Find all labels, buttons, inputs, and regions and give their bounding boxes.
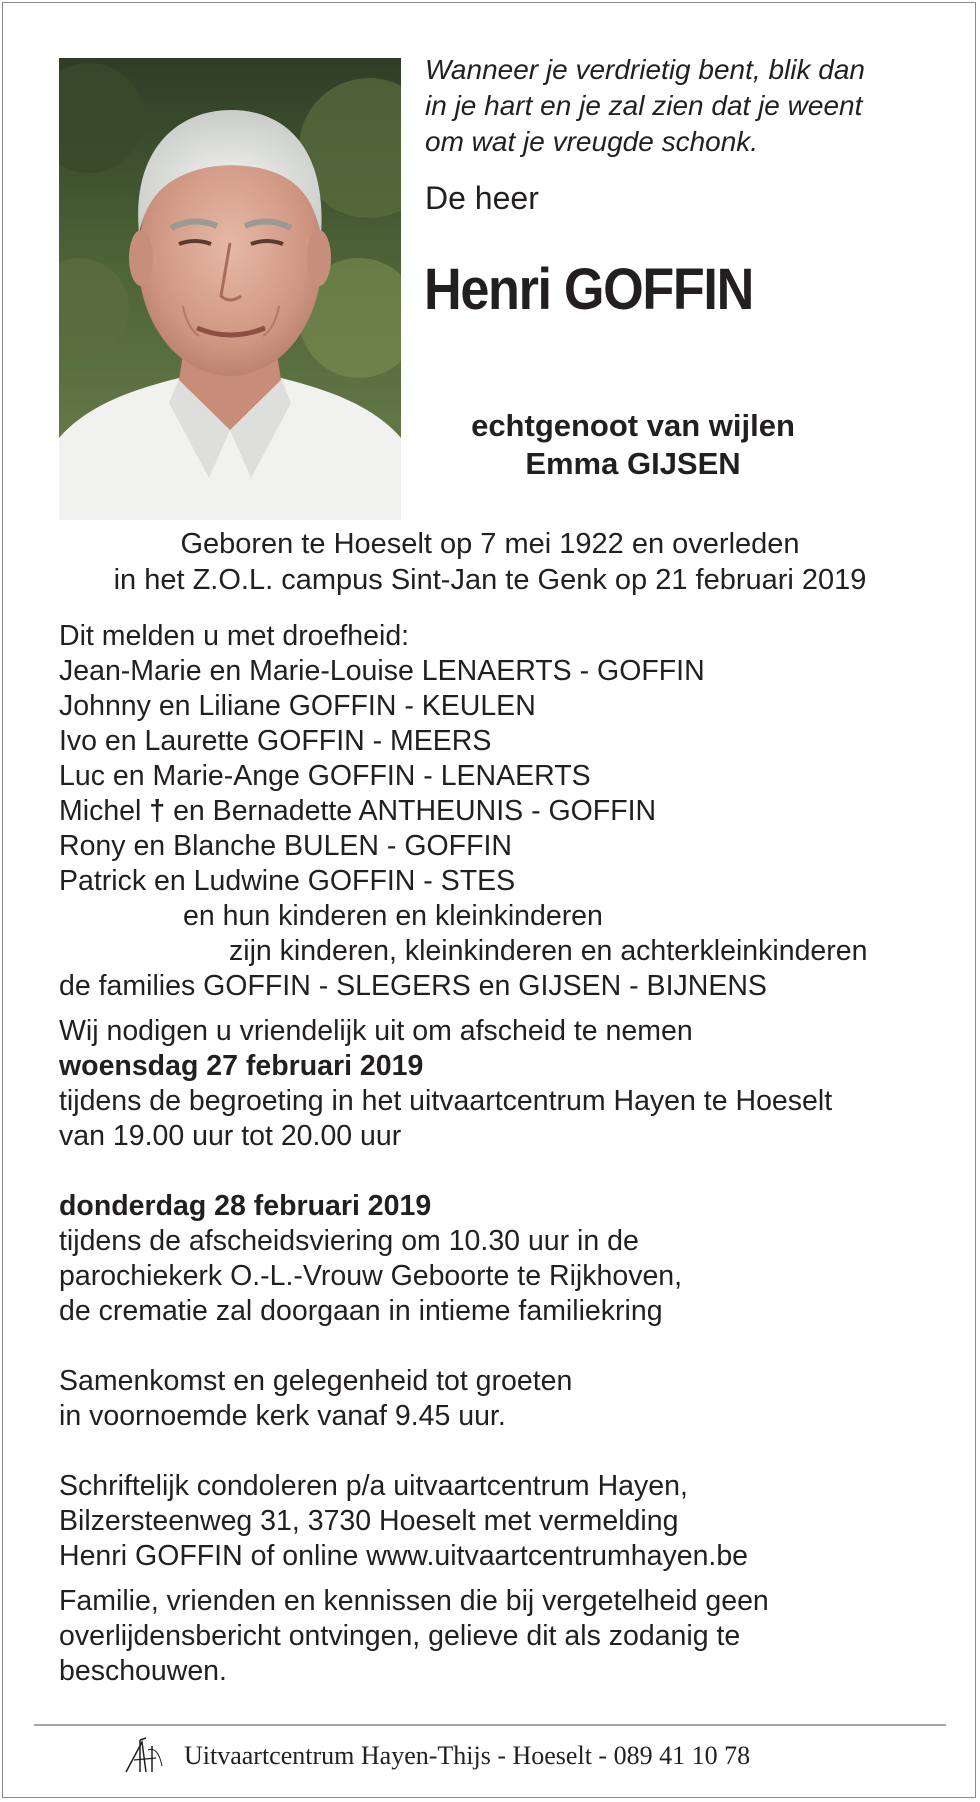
footer-contact: Uitvaartcentrum Hayen-Thijs - Hoeselt - 089 41 10 78 (184, 1741, 751, 1770)
farewell-detail: van 19.00 uur tot 20.00 uur (59, 1120, 402, 1152)
grandchildren-line: zijn kinderen, kleinkinderen en achterkleinkinderen (229, 935, 868, 967)
quote-line: om wat je vreugde schonk. (425, 126, 759, 157)
portrait-photo (59, 58, 401, 520)
gathering-line: in voornoemde kerk vanaf 9.45 uur. (59, 1400, 506, 1432)
announcement-body (59, 619, 959, 1689)
closing-line: overlijdensbericht ontvingen, gelieve dit als zodanig te (59, 1620, 741, 1652)
condolence-line: Schriftelijk condoleren p/a uitvaartcentrum Hayen, (59, 1470, 688, 1502)
family-name: Michel (59, 795, 142, 827)
family-line (59, 794, 959, 829)
farewell-detail: de crematie zal doorgaan in intieme familiekring (59, 1295, 663, 1327)
farewell-detail: tijdens de begroeting in het uitvaartcentrum Hayen te Hoeselt (59, 1085, 833, 1117)
announcers-intro: Dit melden u met droefheid: (59, 620, 410, 652)
portrait-image (59, 58, 401, 520)
quote-line: Wanneer je verdrietig bent, blik dan (425, 54, 865, 85)
farewell-detail: tijdens de afscheidsviering om 10.30 uur in de (59, 1225, 639, 1257)
farewell-invite: Wij nodigen u vriendelijk uit om afscheid te nemen (59, 1015, 693, 1047)
condolence-line: Bilzersteenweg 31, 3730 Hoeselt met vermelding (59, 1505, 679, 1537)
children-line: en hun kinderen en kleinkinderen (183, 900, 603, 932)
deceased-name: Henri GOFFIN (424, 257, 753, 322)
extended-family-line: de families GOFFIN - SLEGERS en GIJSEN - BIJNENS (59, 970, 767, 1002)
farewell-date-1: woensdag 27 februari 2019 (59, 1050, 424, 1082)
condolence-line: Henri GOFFIN of online www.uitvaartcentrumhayen.be (59, 1540, 749, 1572)
salutation: De heer (425, 180, 539, 216)
memorial-quote (425, 52, 945, 160)
farewell-date-2: donderdag 28 februari 2019 (59, 1190, 432, 1222)
gathering-line: Samenkomst en gelegenheid tot groeten (59, 1365, 573, 1397)
death-line: in het Z.O.L. campus Sint-Jan te Genk op 21 februari 2019 (113, 564, 867, 596)
family-name: en Bernadette ANTHEUNIS - GOFFIN (173, 795, 657, 827)
farewell-detail: parochiekerk O.-L.-Vrouw Geboorte te Rijkhoven, (59, 1260, 683, 1292)
family-line: Patrick en Ludwine GOFFIN - STES (59, 865, 516, 897)
spouse-label: echtgenoot van wijlen (471, 408, 795, 443)
spouse-block (353, 407, 913, 483)
closing-line: beschouwen. (59, 1655, 227, 1687)
family-line: Rony en Blanche BULEN - GOFFIN (59, 830, 512, 862)
footer-divider (34, 1724, 946, 1726)
family-line: Luc en Marie-Ange GOFFIN - LENAERTS (59, 760, 591, 792)
funeral-home-logo-icon (122, 1736, 168, 1776)
spouse-name: Emma GIJSEN (525, 446, 741, 481)
footer (122, 1736, 750, 1776)
family-line: Jean-Marie en Marie-Louise LENAERTS - GOFFIN (59, 655, 705, 687)
quote-line: in je hart en je zal zien dat je weent (425, 90, 863, 121)
birth-death-info (0, 526, 980, 598)
family-line: Johnny en Liliane GOFFIN - KEULEN (59, 690, 536, 722)
birth-line: Geboren te Hoeselt op 7 mei 1922 en overleden (180, 528, 800, 560)
family-line: Ivo en Laurette GOFFIN - MEERS (59, 725, 492, 757)
closing-line: Familie, vrienden en kennissen die bij vergetelheid geen (59, 1585, 769, 1617)
cross-icon: † (149, 795, 166, 827)
